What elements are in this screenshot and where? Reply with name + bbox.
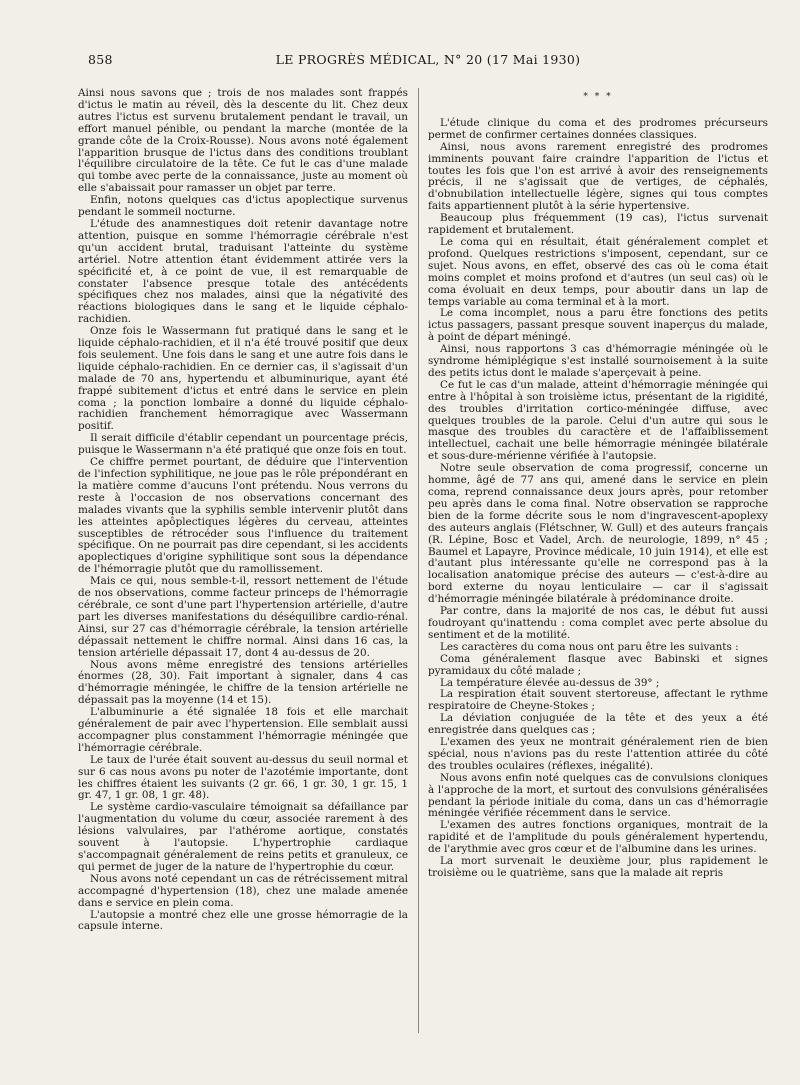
page-number: 858 — [88, 52, 113, 67]
paragraph: L'albuminurie a été signalée 18 fois et elle marchait généralement de pair avec l'hypertension. Elle semblait aussi accompagner plus constamment l'hémorragie méningée que l'hémorragie cérébrale. — [78, 706, 408, 754]
paragraph: L'étude clinique du coma et des prodromes précurseurs permet de confirmer certaines données classiques. — [428, 116, 768, 141]
paragraph: Il serait difficile d'établir cependant un pourcentage précis, puisque le Wassermann n'a été pratiqué que onze fois en tout. — [78, 432, 408, 457]
paragraph: Enfin, notons quelques cas d'ictus apoplectique survenus pendant le sommeil nocturne. — [78, 194, 408, 219]
paragraph: L'autopsie a montré chez elle une grosse hémorragie de la capsule interne. — [78, 908, 408, 933]
paragraph: Ce fut le cas d'un malade, atteint d'hémorragie méningée qui entre à l'hôpital à son troisième ictus, présentant de la rigidité, des troubles d'irritation cortico-méningée diffuse, avec quelques troubles de la parole. Celui d'un autre qui sous le masque des troubles du caractère et de l'affaiblissement intellectuel, cachait une belle hémorragie méningée bilatérale et sous-dure-mérienne vérifiée à l'autopsie. — [428, 378, 768, 463]
paragraph: Par contre, dans la majorité de nos cas, le début fut aussi foudroyant qu'inattendu : coma complet avec perte absolue du sentiment et de la motilité. — [428, 605, 768, 641]
paragraph: La déviation conjuguée de la tête et des yeux a été enregistrée dans quelques cas ; — [428, 712, 768, 737]
paragraph: Mais ce qui, nous semble-t-il, ressort nettement de l'étude de nos observations, comme facteur princeps de l'hémorragie cérébrale, ce sont d'une part l'hypertension artérielle, d'autre part les diverses manifestations du déséquilibre cardio-rénal. Ainsi, sur 27 cas d'hémorragie cérébrale, la tension artérielle dépassait nettement le chiffre normal. Ainsi dans 16 cas, la tension artérielle dépassait 17, dont 4 au-dessus de 20. — [78, 575, 408, 659]
paragraph: Onze fois le Wassermann fut pratiqué dans le sang et le liquide céphalo-rachidien, et il n'a été trouvé positif que deux fois seulement. Une fois dans le sang et une autre fois dans le liquide céphalo-rachidien. En ce dernier cas, il s'agissait d'un malade de 70 ans, hypertendu et albuminurique, ayant été frappé subitement d'ictus et entré dans le service en plein coma ; la ponction lombaire a donné du liquide céphalo-rachidien franchement hémorragique avec Wassermann positif. — [78, 325, 408, 433]
paragraph: Beaucoup plus fréquemment (19 cas), l'ictus survenait rapidement et brutalement. — [428, 212, 768, 237]
paragraph: L'examen des autres fonctions organiques, montrait de la rapidité et de l'amplitude du pouls généralement hypertendu, de l'arythmie avec gros cœur et de l'albumine dans les urines. — [428, 819, 768, 856]
paragraph: Ainsi nous savons que ; trois de nos malades sont frappés d'ictus le matin au réveil, dès la descente du lit. Chez deux autres l'ictus est survenu brutalement pendant le travail, un effort manuel pénible, ou pendant la marche (montée de la grande côte de la Croix-Rousse). Nous avons noté également l'apparition brusque de l'ictus dans des conditions troublant l'équilibre circulatoire de la tête. Ce fut le cas d'une malade qui tombe avec perte de la connaissance, juste au moment où elle s'abaissait pour ramasser un objet par terre. — [78, 87, 408, 195]
paragraph: L'examen des yeux ne montrait généralement rien de bien spécial, nous n'avions pas du reste l'attention attirée du côté des troubles oculaires (réflexes, inégalité). — [428, 736, 768, 772]
paragraph: Le coma qui en résultait, était généralement complet et profond. Quelques restrictions s'imposent, cependant, sur ce sujet. Nous avons, en effet, observé des cas où le coma était moins complet et moins profond et d'autres (un seul cas) où le coma évoluait en deux temps, pour aboutir dans un lap de temps variable au coma terminal et à la mort. — [428, 235, 768, 308]
paragraph: Le système cardio-vasculaire témoignait sa défaillance par l'augmentation du volume du cœur, associée rarement à des lésions valvulaires, par l'athérome aortique, constatés souvent à l'autopsie. L'hypertrophie cardiaque s'accompagnait généralement de reins petits et granuleux, ce qui permet de juger de la nature de l'hypertrophie du cœur. — [78, 801, 408, 873]
paragraph: Ainsi, nous avons rarement enregistré des prodromes imminents pouvant faire craindre l'apparition de l'ictus et toutes les fois que l'on est arrivé à avoir des renseignements précis, il ne s'agissait que de vertiges, de céphalés, d'obnubilation intellectuelle légère, signes qui tous comptes faits appartiennent plutôt à la série hypertensive. — [428, 140, 768, 213]
paragraph: La respiration était souvent stertoreuse, affectant le rythme respiratoire de Cheyne-Stokes ; — [428, 688, 768, 713]
paragraph: La mort survenait le deuxième jour, plus rapidement le troisième ou le quatrième, sans que la malade ait repris — [428, 855, 768, 879]
paragraph: Nous avons même enregistré des tensions artérielles énormes (28, 30). Fait important à signaler, dans 4 cas d'hémorragie méningée, le chiffre de la tension artérielle ne dépassait pas la moyenne (14 et 15). — [78, 658, 408, 707]
paragraph: Coma généralement flasque avec Babinski et signes pyramidaux du côté malade ; — [428, 652, 768, 677]
running-title: LE PROGRÈS MÉDICAL, N° 20 (17 Mai 1930) — [275, 52, 581, 67]
paragraph: Le taux de l'urée était souvent au-dessus du seuil normal et sur 6 cas nous avons pu noter de l'azotémie importante, dont les chiffres étaient les suivants (2 gr. 66, 1 gr. 30, 1 gr. 15, 1 gr. 47, 1 gr. 08, 1 gr. 48). — [78, 753, 408, 802]
paragraph: Nous avons enfin noté quelques cas de convulsions cloniques à l'approche de la mort, et surtout des convulsions généralisées pendant la période initiale du coma, dans un cas d'hémorragie méningée vérifiée récemment dans le service. — [428, 771, 768, 820]
paragraph: La température élevée au-dessus de 39° ; — [440, 676, 660, 689]
section-separator: * * * — [583, 92, 613, 102]
paragraph: Notre seule observation de coma progressif, concerne un homme, âgé de 77 ans qui, amené dans le service en plein coma, reprend connaissance deux jours après, pour retomber peu après dans le coma final. Notre observation se rapproche bien de la forme décrite sous le nom d'ingravescent-apoplexy des auteurs anglais (Flétschner, W. Gull) et des auteurs français (R. Lépine, Bosc et Vadel, Arch. de neurologie, 1899, n° 45 ; Baumel et Lapayre, Province médicale, 10 juin 1914), et elle est d'autant plus intéressante qu'elle ne correspond pas à la localisation anatomique précise des auteurs — c'est-à-dire au bord externe du noyau lenticulaire — car il s'agissait d'hémorragie méningée bilatérale à prédominance droite. — [428, 462, 768, 606]
paragraph: Nous avons noté cependant un cas de rétrécissement mitral accompagné d'hypertension (18), chez une malade amenée dans e service en plein coma. — [78, 872, 408, 909]
right-column — [428, 92, 768, 880]
column-divider — [418, 88, 419, 1033]
paragraph: Ce chiffre permet pourtant, de déduire que l'intervention de l'infection syphilitique, ne joue pas le rôle prépondérant en la matière comme d'aucuns l'ont prétendu. Nous verrons du reste à l'occasion de nos observations concernant des malades vivants que la syphilis semble intervenir plutôt dans les atteintes apôplectiques légères du cerveau, atteintes susceptibles de rétrocéder sous l'influence du traitement spécifique. On ne pourrait pas dire cependant, si les accidents apoplectiques d'origine syphilitique sont sous la dépendance de l'hémorragie plutôt que du ramollissement. — [78, 456, 408, 576]
left-column — [78, 88, 408, 933]
paragraph: Ainsi, nous rapportons 3 cas d'hémorragie méningée où le syndrome hémiplégique s'est installé sournoisement à la suite des petits ictus dont le malade s'aperçevait à peine. — [428, 343, 768, 379]
paragraph: Les caractères du coma nous ont paru être les suivants : — [440, 640, 739, 653]
paragraph: Le coma incomplet, nous a paru être fonctions des petits ictus passagers, passant presque souvent inaperçus du malade, à point de départ méningé. — [428, 307, 768, 344]
paragraph: L'étude des anamnestiques doit retenir davantage notre attention, puisque en somme l'hémorragie cérébrale n'est qu'un accident brutal, traduisant l'atteinte du système artériel. Notre attention étant évidemment attirée vers la spécificité et, à ce point de vue, il est remarquable de constater l'absence presque totale des antécédents spécifiques chez nos malades, ainsi que la négativité des réactions biologiques dans le sang et le liquide céphalo-rachidien. — [78, 217, 408, 326]
